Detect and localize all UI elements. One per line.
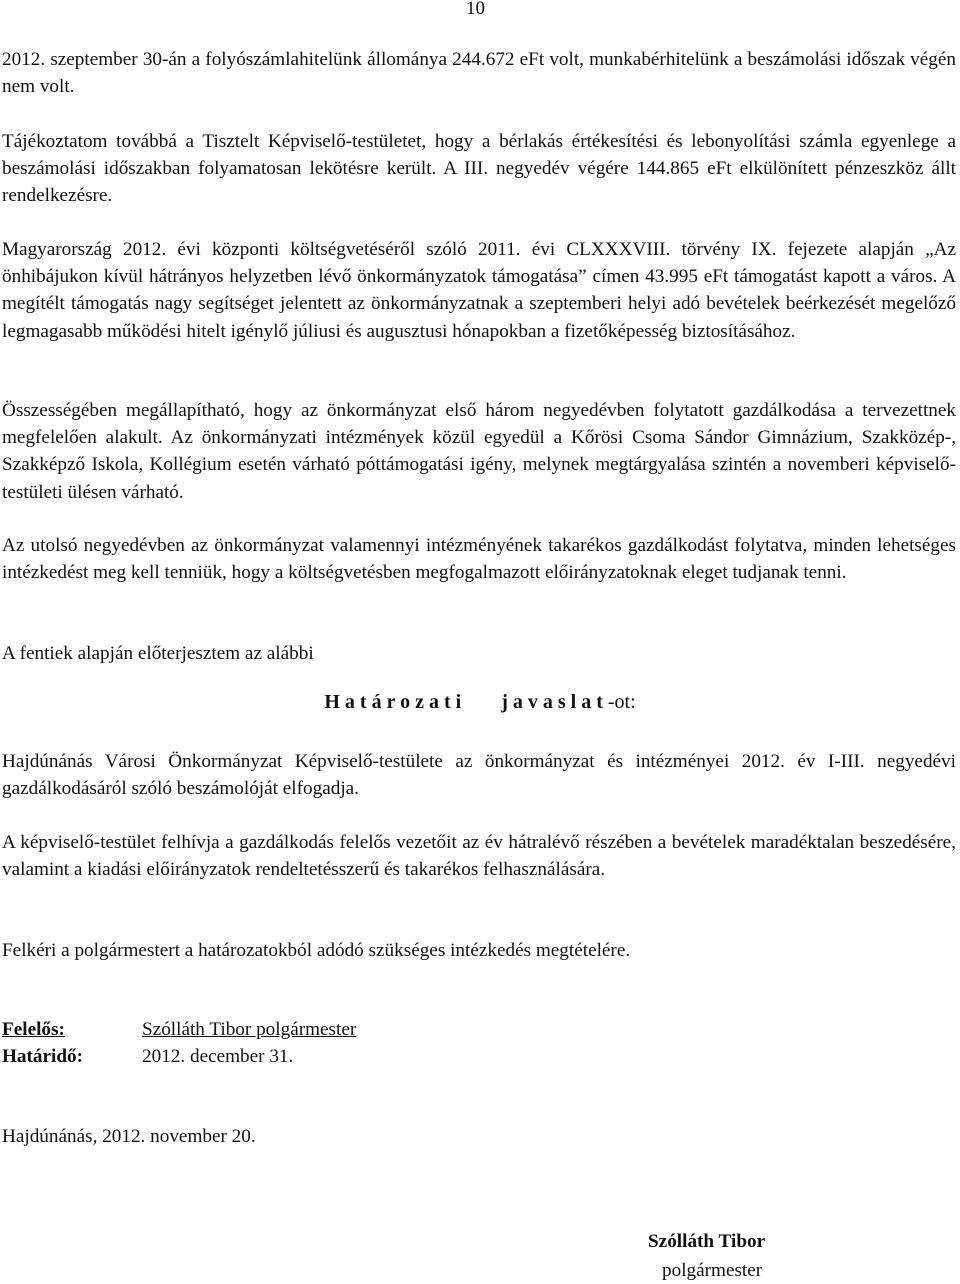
heading-word-javaslat: j a v a s l a t: [501, 691, 603, 713]
resolution-mayor-request: Felkéri a polgármestert a határozatokból adódó szükséges intézkedés megtételére.: [2, 940, 631, 961]
responsible-row: [2, 1016, 356, 1043]
responsible-value: Szólláth Tibor polgármester: [142, 1019, 357, 1040]
page-number: 10: [466, 0, 485, 19]
paragraph-summary: Összességében megállapítható, hogy az önkormányzat első három negyedévben folytatott gazdálkodása a tervezettnek megfelelően alakult. Az önkormányzati intézmények közül egyedül a Kőrösi Csoma Sándor Gimnázium, Szakközép-, Szakképző Iskola, Kollégium esetén várható póttámogatási igény, melynek megtárgyalása szintén a novemberi képviselő-testületi ülésen várható.: [2, 400, 956, 503]
resolution-call-to-leaders: A képviselő-testület felhívja a gazdálkodás felelős vezetőit az év hátralévő részében a bevételek maradéktalan beszedésére, valamint a kiadási előirányzatok rendeltetésszerű és takarékos felhasználására.: [2, 832, 956, 881]
deadline-row: [2, 1043, 293, 1070]
place-date: Hajdúnánás, 2012. november 20.: [2, 1126, 256, 1147]
signature-title: polgármester: [662, 1260, 763, 1281]
resolution-heading: [0, 689, 960, 715]
deadline-value: 2012. december 31.: [142, 1046, 294, 1067]
paragraph-housing-account: Tájékoztatom továbbá a Tisztelt Képviselő-testületet, hogy a bérlakás értékesítési és lebonyolítási számla egyenlege a beszámolási időszakban folyamatosan lekötésre került. A III. negyedév végére 144.865 eFt elkülönített pénzeszköz állt rendelkezésre.: [2, 131, 956, 207]
heading-suffix: -ot:: [607, 691, 636, 713]
responsible-label: Felelős:: [2, 1019, 65, 1040]
paragraph-proposal-intro: A fentiek alapján előterjesztem az alábbi: [2, 643, 314, 664]
paragraph-last-quarter: Az utolsó negyedévben az önkormányzat valamennyi intézményének takarékos gazdálkodást folytatva, minden lehetséges intézkedést meg kell tenniük, hogy a költségvetésben megfogalmazott előirányzatoknak eleget tudjanak tenni.: [2, 535, 956, 584]
signature-name: Szólláth Tibor: [648, 1231, 766, 1252]
resolution-acceptance: Hajdúnánás Városi Önkormányzat Képviselő-testülete az önkormányzat és intézményei 2012. év I-III. negyedévi gazdálkodásáról szóló beszámolóját elfogadja.: [2, 751, 956, 800]
deadline-label: Határidő:: [2, 1046, 84, 1067]
paragraph-credit-balance: 2012. szeptember 30-án a folyószámlahitelünk állománya 244.672 eFt volt, munkabérhitelünk a beszámolási időszak végén nem volt.: [2, 49, 956, 98]
heading-word-hatarozati: H a t á r o z a t i: [324, 691, 462, 713]
paragraph-state-support: Magyarország 2012. évi központi költségvetéséről szóló 2011. évi CLXXXVIII. törvény IX. fejezete alapján „Az önhibájukon kívül hátrányos helyzetben lévő önkormányzatok támogatása” címen 43.995 eFt támogatást kapott a város. A megítélt támogatás nagy segítséget jelentett az önkormányzatnak a szeptemberi helyi adó bevételek beérkezését megelőző legmagasabb működési hitelt igénylő júliusi és augusztusi hónapokban a fizetőképesség biztosításához.: [2, 239, 956, 342]
